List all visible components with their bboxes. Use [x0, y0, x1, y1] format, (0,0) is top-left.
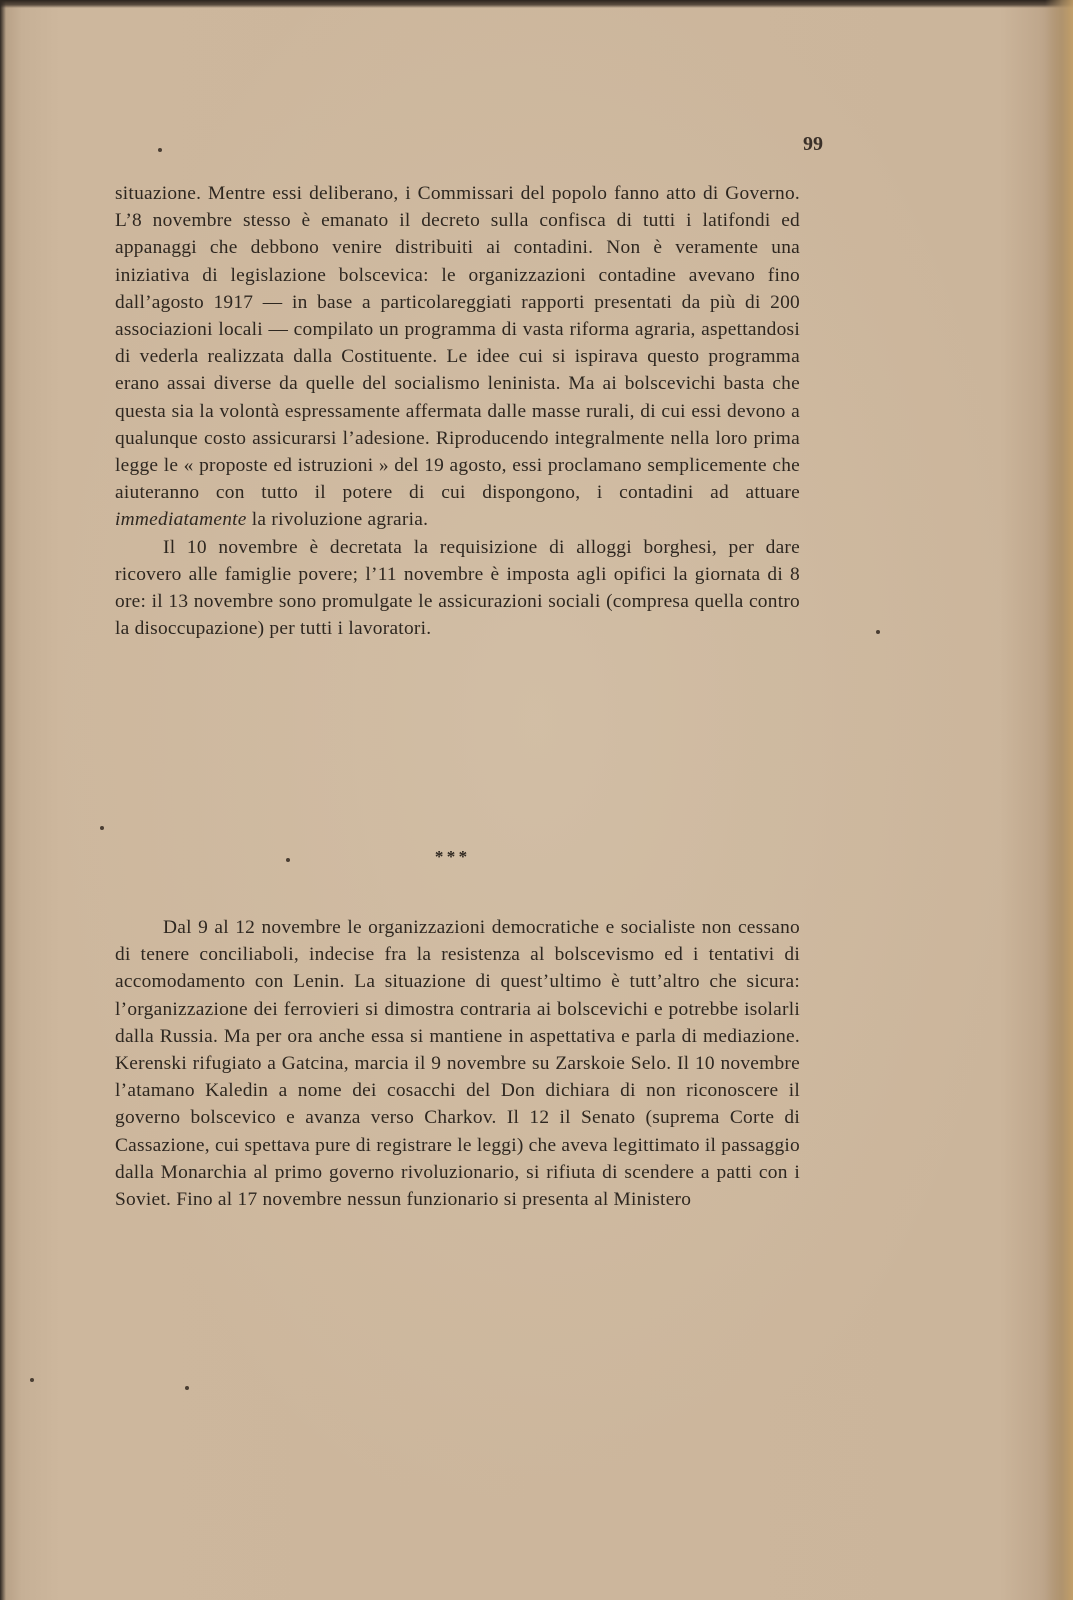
ink-speck	[876, 630, 880, 634]
paragraph: Il 10 novembre è decretata la requisizione di alloggi borghesi, per dare ricovero alle famiglie povere; l’11 novembre è imposta agli opifici la giornata di 8 ore: il 13 novembre sono promulgate le assicurazioni sociali (compresa quella contro la disoccupazione) per tutti i lavoratori.	[115, 536, 800, 640]
paragraph	[115, 180, 800, 534]
paragraph-text: situazione. Mentre essi deliberano, i Commissari del popolo fanno atto di Governo. L’8 novembre stesso è emanato il decreto sulla confisca di tutti i latifondi ed appanaggi che debbono venire distribuiti ai contadini. Non è veramente una iniziativa di legislazione bolscevica: le organizzazioni contadine avevano fino dall’agosto 1917 — in base a particolareggiati rapporti presentati da più di 200 associazioni locali — compilato un programma di vasta riforma agraria, aspettandosi di vederla realizzata dalla Costituente. Le idee cui si ispirava questo programma erano assai diverse da quelle del socialismo leninista. Ma ai bolscevichi basta che questa sia la volontà espressamente affermata dalle masse rurali, di cui essi devono a qualunque costo assicurarsi l’adesione. Riproducendo integralmente nella loro prima legge le « proposte ed istruzioni » del 19 agosto, essi proclamano semplicemente che aiuteranno con tutto il potere di cui dispongono, i contadini ad attuare	[115, 183, 800, 504]
ink-speck	[286, 858, 290, 862]
page-right-edge	[1045, 0, 1073, 1600]
ink-speck	[158, 148, 162, 152]
page-left-edge	[0, 0, 6, 1600]
paragraph: Dal 9 al 12 novembre le organizzazioni democratiche e socialiste non cessano di tenere conciliaboli, indecise fra la resistenza al bolscevismo ed i tentativi di accomodamento con Lenin. La situazione di quest’ultimo è tutt’altro che sicura: l’organizzazione dei ferrovieri si dimostra contraria ai bolscevichi e potrebbe isolarli dalla Russia. Ma per ora anche essa si mantiene in aspettativa e parla di mediazione. Kerenski rifugiato a Gatcina, marcia il 9 novembre su Zarskoie Selo. Il 10 novembre l’atamano Kaledin a nome dei cosacchi del Don dichiara di non riconoscere il governo bolscevico e avanza verso Charkov. Il 12 il Senato (suprema Corte di Cassazione, cui spettava pure di registrare le leggi) che aveva legittimato il passaggio dalla Monarchia al primo governo rivoluzionario, si rifiuta di scendere a patti con i Soviet. Fino al 17 novembre nessun funzionario si presenta al Ministero	[115, 917, 800, 1211]
emphasized-word: immediatamente	[115, 509, 247, 531]
paragraph-text-end: la rivoluzione agraria.	[251, 509, 429, 531]
section-two-text	[115, 914, 800, 1213]
page-number: 99	[803, 133, 823, 155]
ink-speck	[185, 1386, 189, 1390]
ink-speck	[100, 826, 104, 830]
section-one-text	[115, 180, 800, 642]
section-divider-asterisks: * * *	[434, 847, 468, 866]
ink-speck	[30, 1378, 34, 1382]
page-top-edge	[0, 0, 1073, 8]
